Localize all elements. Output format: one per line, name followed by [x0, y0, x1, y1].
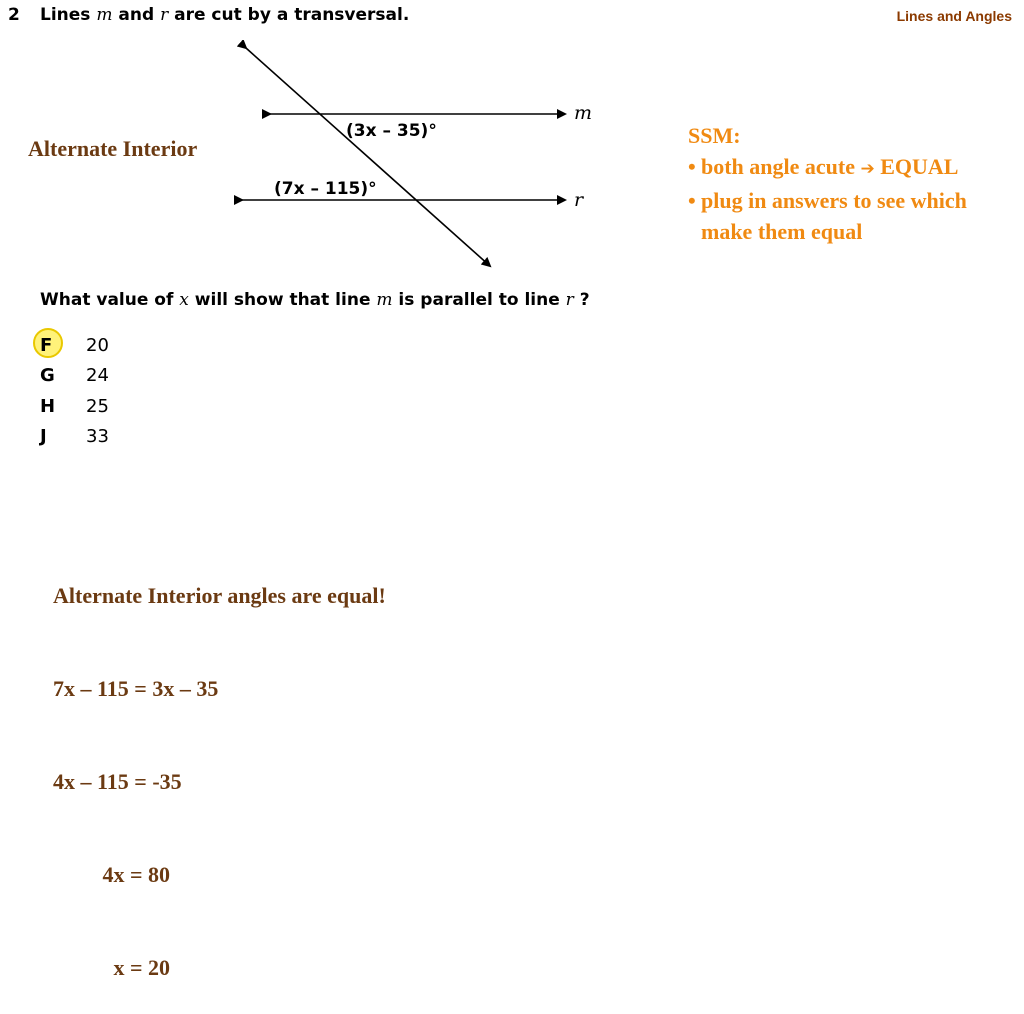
ssm-bullet-1 [688, 151, 1011, 185]
choice-letter [36, 426, 86, 447]
prompt-var-r: r [565, 290, 574, 310]
transversal-line [246, 48, 490, 266]
question-prompt [40, 290, 590, 310]
ssm-bullet-1-a: both angle acute [701, 154, 861, 179]
solution-line-3: 4x – 115 = -35 [53, 769, 182, 794]
choice-letter [36, 365, 86, 386]
choice-h-letter: H [40, 395, 56, 417]
right-arrow-icon: ➔ [860, 159, 875, 179]
choice-g[interactable] [36, 361, 109, 392]
worked-solution [53, 518, 386, 1014]
choice-letter [36, 396, 86, 417]
var-m: m [96, 5, 113, 25]
line-r-label: r [574, 189, 584, 211]
prompt-a: What value of [40, 290, 180, 310]
prompt-d: ? [573, 290, 590, 310]
choice-j[interactable] [36, 422, 109, 453]
choice-f-letter: F [40, 334, 53, 356]
solution-line-5: x = 20 [53, 955, 171, 980]
solution-line-2: 7x – 115 = 3x – 35 [53, 676, 219, 701]
choice-g-value: 24 [86, 365, 109, 387]
angle-bottom-label: (7x – 115)° [274, 179, 377, 199]
ssm-bullet-2 [688, 185, 1011, 247]
ssm-bullet-1-text [701, 151, 959, 185]
topic-title: Lines and Angles [896, 8, 1012, 24]
ssm-bullet-1-b: EQUAL [874, 154, 959, 179]
bullet-dot: • [688, 154, 696, 179]
solution-line-1: Alternate Interior angles are equal! [53, 583, 386, 608]
prompt-b: will show that line [188, 290, 377, 310]
prompt-c: is parallel to line [392, 290, 566, 310]
question-tail: are cut by a transversal. [168, 5, 410, 25]
question-text [40, 5, 409, 25]
question-lead: Lines [40, 5, 97, 25]
choice-h[interactable] [36, 391, 109, 422]
transversal-figure [230, 40, 610, 280]
line-m-label: m [574, 102, 593, 124]
prompt-var-x: x [179, 290, 189, 310]
choice-h-value: 25 [86, 395, 109, 417]
solution-line-4: 4x = 80 [53, 862, 171, 887]
ssm-bullet-2-text: plug in answers to see which make them equal [701, 188, 967, 244]
choice-f[interactable] [36, 330, 109, 361]
var-r: r [160, 5, 169, 25]
choice-g-letter: G [40, 365, 55, 387]
question-number: 2 [8, 5, 20, 25]
question-mid: and [112, 5, 161, 25]
prompt-var-m: m [376, 290, 393, 310]
ssm-title: SSM: [688, 123, 741, 148]
choice-j-letter: J [40, 426, 47, 448]
bullet-dot: • [688, 188, 696, 213]
alternate-interior-label: Alternate Interior [28, 136, 198, 161]
ssm-notes [688, 120, 1011, 247]
answer-choices [36, 330, 109, 452]
choice-j-value: 33 [86, 426, 109, 448]
choice-f-value: 20 [86, 334, 109, 356]
angle-top-label: (3x – 35)° [346, 121, 437, 141]
